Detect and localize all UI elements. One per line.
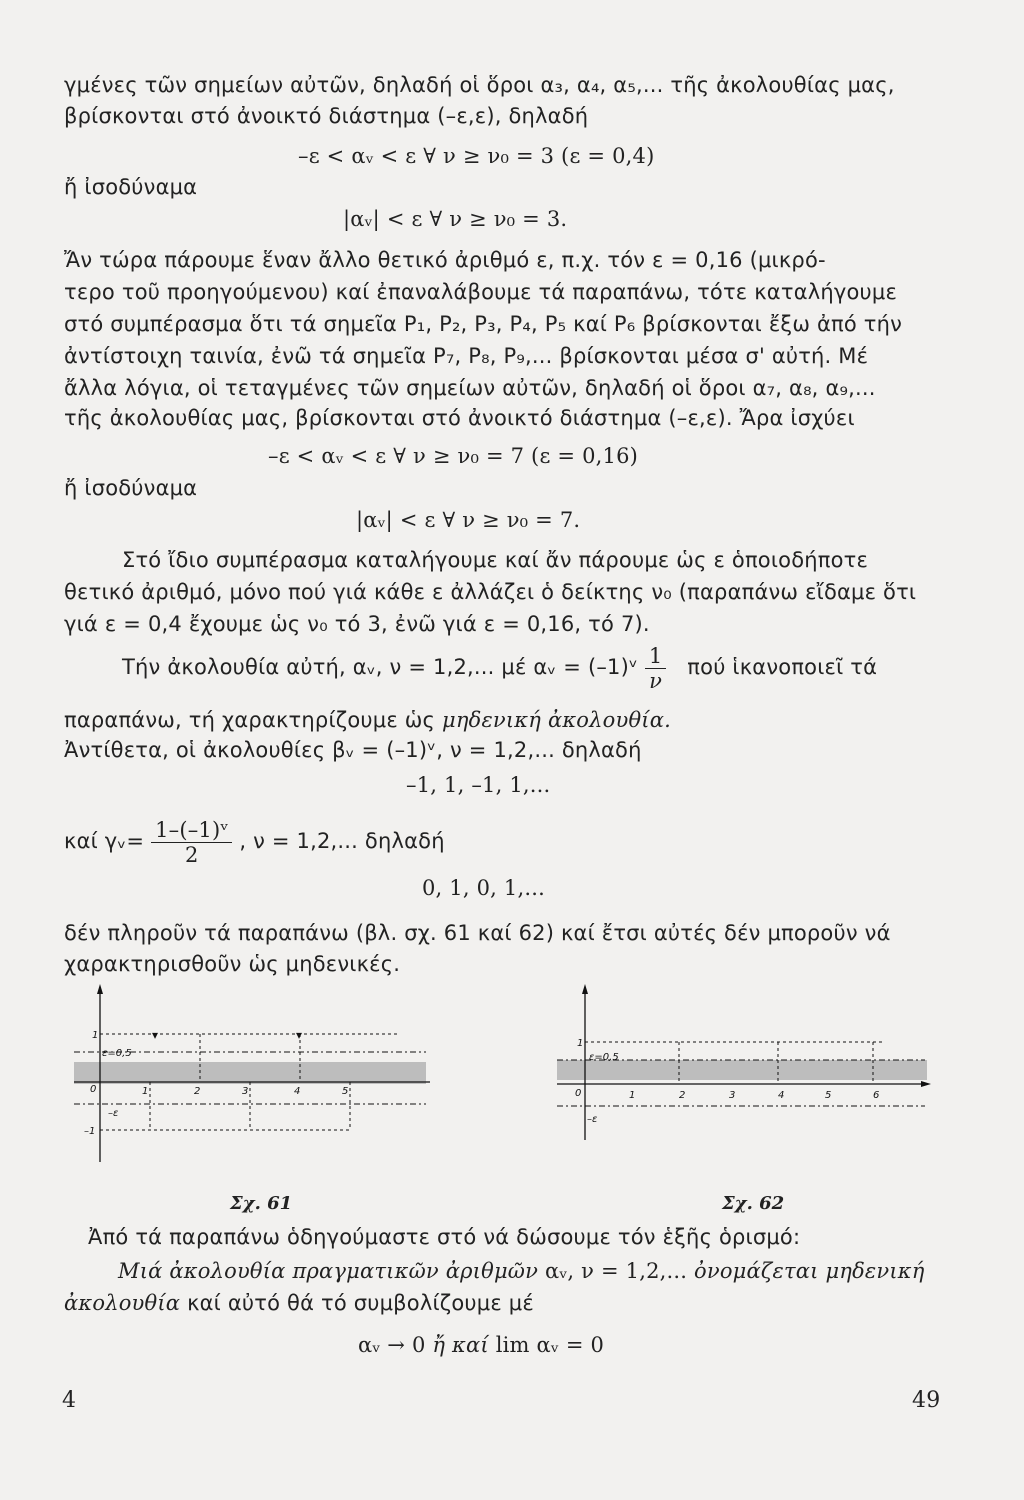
text-line-9: τῆς ἀκολουθίας μας, βρίσκονται στό ἀνοικτό διάστημα (–ε,ε). Ἄρα ἰσχύει	[64, 406, 855, 430]
text-line-5: τερο τοῦ προηγούμενου) καί ἐπαναλάβουμε τά παραπάνω, τότε καταλήγουμε	[64, 280, 898, 304]
tick-label-2: 2	[194, 1086, 201, 1097]
label-zero: 0	[575, 1088, 582, 1099]
text-line-18: δέν πληροῦν τά παραπάνω (βλ. σχ. 61 καί 62) καί ἔτσι αὐτές δέν μποροῦν νά	[64, 921, 891, 945]
definition-start: Μιά ἀκολουθία πραγματικῶν ἀριθμῶν	[118, 1259, 539, 1283]
text-line-14	[122, 640, 877, 694]
text-line-15	[64, 705, 671, 735]
text-line-19: χαρακτηρισθοῦν ὡς μηδενικές.	[64, 952, 401, 976]
text-line-6: στό συμπέρασμα ὅτι τά σημεῖα P₁, P₂, P₃, P₄, P₅ καί P₆ βρίσκονται ἔξω ἀπό τήν	[64, 312, 903, 336]
text-line-16: Ἀντίθετα, οἱ ἀκολουθίες βᵥ = (–1)ᵛ, ν = 1,2,... δηλαδή	[64, 738, 642, 762]
term-null-sequence: μηδενική ἀκολουθία.	[441, 708, 671, 732]
figure-62	[545, 980, 945, 1170]
equation-3: –ε < αᵥ < ε ∀ ν ≥ ν₀ = 7 (ε = 0,16)	[268, 444, 639, 468]
tick-label-1: 1	[142, 1086, 149, 1097]
page-footer-left: 4	[62, 1388, 77, 1413]
text-line-14-end: πού ἱκανοποιεῖ τά	[687, 655, 878, 679]
equation-5: –1, 1, –1, 1,...	[406, 773, 551, 797]
label-eps: ε=0,5	[102, 1048, 132, 1059]
page-number: 49	[912, 1388, 941, 1413]
point-marker-2: ▾	[152, 1028, 159, 1042]
equation-7-or: ἤ καί	[432, 1333, 489, 1357]
tick-label-5: 5	[825, 1090, 832, 1101]
term-sequence: ἀκολουθία	[64, 1291, 181, 1315]
equation-7	[358, 1330, 604, 1360]
text-line-2: βρίσκονται στό ἀνοικτό διάστημα (–ε,ε), δηλαδή	[64, 104, 589, 128]
figure-61-caption: Σχ. 61	[230, 1193, 293, 1214]
fraction-1-over-nu	[645, 644, 667, 693]
fraction-denominator: ν	[649, 668, 663, 693]
label-neg-one: –1	[84, 1126, 96, 1137]
label-one: 1	[577, 1038, 584, 1049]
figure-62-caption: Σχ. 62	[722, 1193, 785, 1214]
tick-label-2: 2	[679, 1090, 686, 1101]
epsilon-band	[557, 1060, 927, 1080]
definition-symbol: αᵥ, ν = 1,2,...	[538, 1259, 695, 1283]
tick-label-3: 3	[242, 1086, 249, 1097]
equation-7-limit: lim αᵥ = 0	[488, 1333, 605, 1357]
fraction-denominator: 2	[184, 842, 199, 867]
text-line-17	[64, 814, 445, 868]
fraction-numerator: 1–(–1)ᵛ	[151, 818, 232, 843]
fraction-gamma	[151, 818, 232, 867]
epsilon-band	[74, 1062, 426, 1084]
point-marker-4: ▾	[296, 1028, 303, 1042]
text-line-12: θετικό ἀριθμό, μόνο πού γιά κάθε ε ἀλλάζει ὁ δείκτης ν₀ (παραπάνω εἴδαμε ὅτι	[64, 580, 917, 604]
text-line-21	[118, 1256, 925, 1286]
equation-2: |αᵥ| < ε ∀ ν ≥ ν₀ = 3.	[343, 207, 568, 231]
figure-61	[60, 980, 440, 1170]
text-line-22-end: καί αὐτό θά τό συμβολίζουμε μέ	[180, 1291, 534, 1315]
tick-label-4: 4	[294, 1086, 301, 1097]
text-line-11: Στό ἴδιο συμπέρασμα καταλήγουμε καί ἄν πάρουμε ὡς ε ὁποιοδήποτε	[122, 548, 869, 572]
tick-label-5: 5	[342, 1086, 349, 1097]
text-line-17-end: , ν = 1,2,... δηλαδή	[239, 829, 445, 853]
text-line-4: Ἄν τώρα πάρουμε ἕναν ἄλλο θετικό ἀριθμό ε, π.χ. τόν ε = 0,16 (μικρό-	[64, 248, 826, 272]
tick-label-3: 3	[729, 1090, 736, 1101]
text-line-10: ἤ ἰσοδύναμα	[64, 476, 198, 500]
y-axis-arrow	[97, 984, 103, 994]
text-line-20: Ἀπό τά παραπάνω ὁδηγούμαστε στό νά δώσουμε τόν ἑξῆς ὁρισμό:	[88, 1225, 801, 1249]
tick-label-1: 1	[629, 1090, 636, 1101]
equation-6: 0, 1, 0, 1,...	[422, 876, 545, 900]
text-line-17-start: καί γᵥ=	[64, 829, 145, 853]
text-line-1: γμένες τῶν σημείων αὐτῶν, δηλαδή οἱ ὅροι α₃, α₄, α₅,... τῆς ἀκολουθίας μας,	[64, 73, 895, 97]
equation-7-arrow: αᵥ → 0	[358, 1333, 433, 1357]
label-zero: 0	[90, 1084, 97, 1095]
definition-end: ὀνομάζεται μηδενική	[694, 1259, 925, 1283]
text-line-22	[64, 1288, 534, 1318]
text-line-15-start: παραπάνω, τή χαρακτηρίζουμε ὡς	[64, 708, 436, 732]
tick-label-4: 4	[778, 1090, 785, 1101]
tick-label-6: 6	[873, 1090, 880, 1101]
y-axis-arrow	[582, 984, 588, 994]
text-line-3: ἤ ἰσοδύναμα	[64, 175, 198, 199]
equation-1: –ε < αᵥ < ε ∀ ν ≥ ν₀ = 3 (ε = 0,4)	[298, 144, 655, 168]
text-line-13: γιά ε = 0,4 ἔχουμε ὡς ν₀ τό 3, ἐνῶ γιά ε = 0,16, τό 7).	[64, 612, 650, 636]
equation-4: |αᵥ| < ε ∀ ν ≥ ν₀ = 7.	[356, 508, 581, 532]
text-line-14-start: Τήν ἀκολουθία αὐτή, αᵥ, ν = 1,2,... μέ αᵥ = (–1)ᵛ	[122, 655, 638, 679]
label-neg-eps: –ε	[587, 1114, 598, 1125]
label-one: 1	[92, 1030, 99, 1041]
x-axis-arrow	[921, 1081, 931, 1087]
fraction-numerator: 1	[645, 644, 667, 669]
text-line-7: ἀντίστοιχη ταινία, ἐνῶ τά σημεῖα P₇, P₈, P₉,... βρίσκονται μέσα σ' αὐτή. Μέ	[64, 344, 869, 368]
label-eps: ε=0,5	[589, 1052, 619, 1063]
text-line-8: ἄλλα λόγια, οἱ τεταγμένες τῶν σημείων αὐτῶν, δηλαδή οἱ ὅροι α₇, α₈, α₉,...	[64, 376, 876, 400]
label-neg-eps: –ε	[108, 1108, 119, 1119]
